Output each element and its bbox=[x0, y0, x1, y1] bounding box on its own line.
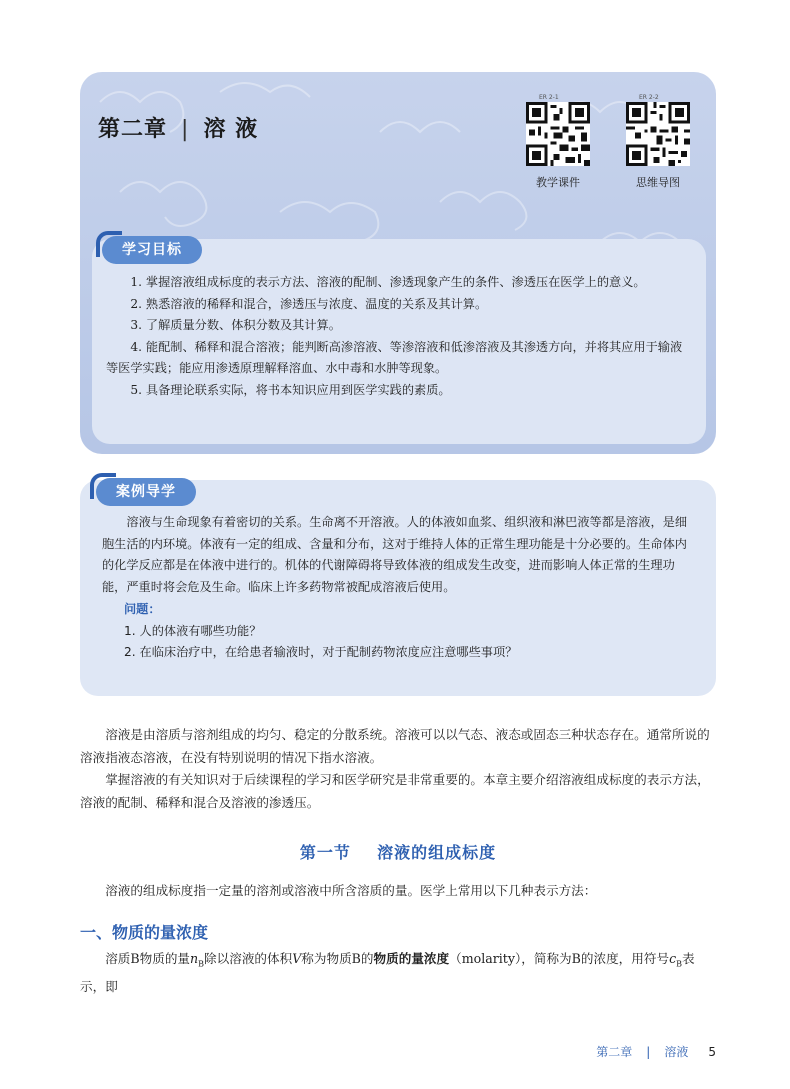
molarity-paragraph bbox=[80, 948, 716, 999]
symbol-letter: c bbox=[669, 951, 677, 966]
chapter-title bbox=[98, 112, 258, 143]
symbol-letter: n bbox=[190, 951, 199, 966]
text-segment: （molarity），简称为B的浓度，用符号 bbox=[449, 951, 670, 966]
key-term: 物质的量浓度 bbox=[373, 951, 450, 966]
text-segment: 称为物质B的 bbox=[301, 951, 374, 966]
footer-chapter: 第二章 bbox=[596, 1045, 633, 1059]
intro-paragraph: 掌握溶液的有关知识对于后续课程的学习和医学研究是非常重要的。本章主要介绍溶液组成标度的表示方法，溶液的配制、稀释和混合及溶液的渗透压。 bbox=[80, 772, 710, 810]
case-guide-tab: 案例导学 bbox=[96, 478, 196, 506]
goal-item: 2. 熟悉溶液的稀释和混合，渗透压与浓度、温度的关系及其计算。 bbox=[130, 296, 488, 311]
chapter-title-separator: | bbox=[181, 117, 190, 142]
symbol-subscript: B bbox=[198, 959, 205, 969]
case-question: 2. 在临床治疗中，在给患者输液时，对于配制药物浓度应注意哪些事项？ bbox=[124, 645, 518, 659]
learning-goals-list bbox=[92, 272, 706, 401]
footer-title: 溶液 bbox=[664, 1045, 689, 1059]
section-heading: 第一节 溶液的组成标度 bbox=[299, 843, 497, 862]
goal-item: 3. 了解质量分数、体积分数及其计算。 bbox=[130, 318, 341, 332]
qr-code-icon[interactable] bbox=[626, 94, 690, 166]
section-intro bbox=[80, 880, 716, 903]
goal-item: 5. 具备理论联系实际，将书本知识应用到医学实践的素质。 bbox=[130, 382, 451, 397]
goal-item: 4. 能配制、稀释和混合溶液；能判断高渗溶液、等渗溶液和低渗溶液及其渗透方向，并将其应用于输液等医学实践；能应用渗透原理解释溶血、水中毒和水肿等现象。 bbox=[106, 339, 683, 375]
text-segment: 溶质B物质的量 bbox=[105, 951, 191, 966]
case-paragraph: 溶液与生命现象有着密切的关系。生命离不开溶液。人的体液如血浆、组织液和淋巴液等都是溶液，是细胞生活的内环境。体液有一定的组成、含量和分布，这对于维持人体的正常生理功能是十分必要的。生命体内的化学反应都是在体液中进行的。机体的代谢障碍将导致体液的组成发生改变，进而影响人体正常的生理功能，严重时将会危及生命。临床上许多药物常被配成溶液后使用。 bbox=[102, 515, 688, 594]
goal-item: 1. 掌握溶液组成标度的表示方法、溶液的配制、渗透现象产生的条件、渗透压在医学上的意义。 bbox=[130, 275, 646, 289]
molarity-definition bbox=[80, 948, 716, 999]
symbol-v: V bbox=[292, 951, 302, 966]
text-segment: 除以溶液的体积 bbox=[204, 951, 293, 966]
qr-caption: 教学课件 bbox=[536, 176, 580, 189]
symbol-c-b bbox=[669, 951, 683, 969]
subsection-heading: 一、物质的量浓度 bbox=[80, 923, 209, 942]
learning-goals-tab: 学习目标 bbox=[102, 236, 202, 264]
qr-courseware[interactable] bbox=[518, 94, 598, 190]
chapter-number: 第二章 bbox=[98, 117, 168, 142]
page-number: 5 bbox=[708, 1045, 716, 1059]
chapter-intro bbox=[80, 724, 716, 814]
footer-separator: | bbox=[646, 1045, 651, 1059]
case-question: 1. 人的体液有哪些功能？ bbox=[124, 623, 262, 638]
symbol-subscript: B bbox=[676, 959, 683, 969]
qr-caption: 思维导图 bbox=[636, 176, 680, 189]
chapter-name: 溶 液 bbox=[203, 117, 259, 142]
symbol-n-b bbox=[190, 951, 205, 969]
qr-tag: ER 2-2 bbox=[639, 94, 659, 101]
case-guide-content bbox=[92, 512, 704, 664]
qr-tag: ER 2-1 bbox=[539, 94, 559, 101]
text-segment: 表示，即 bbox=[80, 951, 695, 995]
intro-paragraph: 溶液是由溶质与溶剂组成的均匀、稳定的分散系统。溶液可以以气态、液态或固态三种状态存在。通常所说的溶液指液态溶液，在没有特别说明的情况下指水溶液。 bbox=[80, 727, 710, 765]
page-footer bbox=[596, 1043, 716, 1060]
qr-code-icon[interactable] bbox=[526, 94, 590, 166]
qr-mindmap[interactable] bbox=[618, 94, 698, 190]
case-question-title: 问题： bbox=[124, 602, 161, 616]
section-intro-paragraph: 溶液的组成标度指一定量的溶剂或溶液中所含溶质的量。医学上常用以下几种表示方法： bbox=[105, 883, 597, 898]
